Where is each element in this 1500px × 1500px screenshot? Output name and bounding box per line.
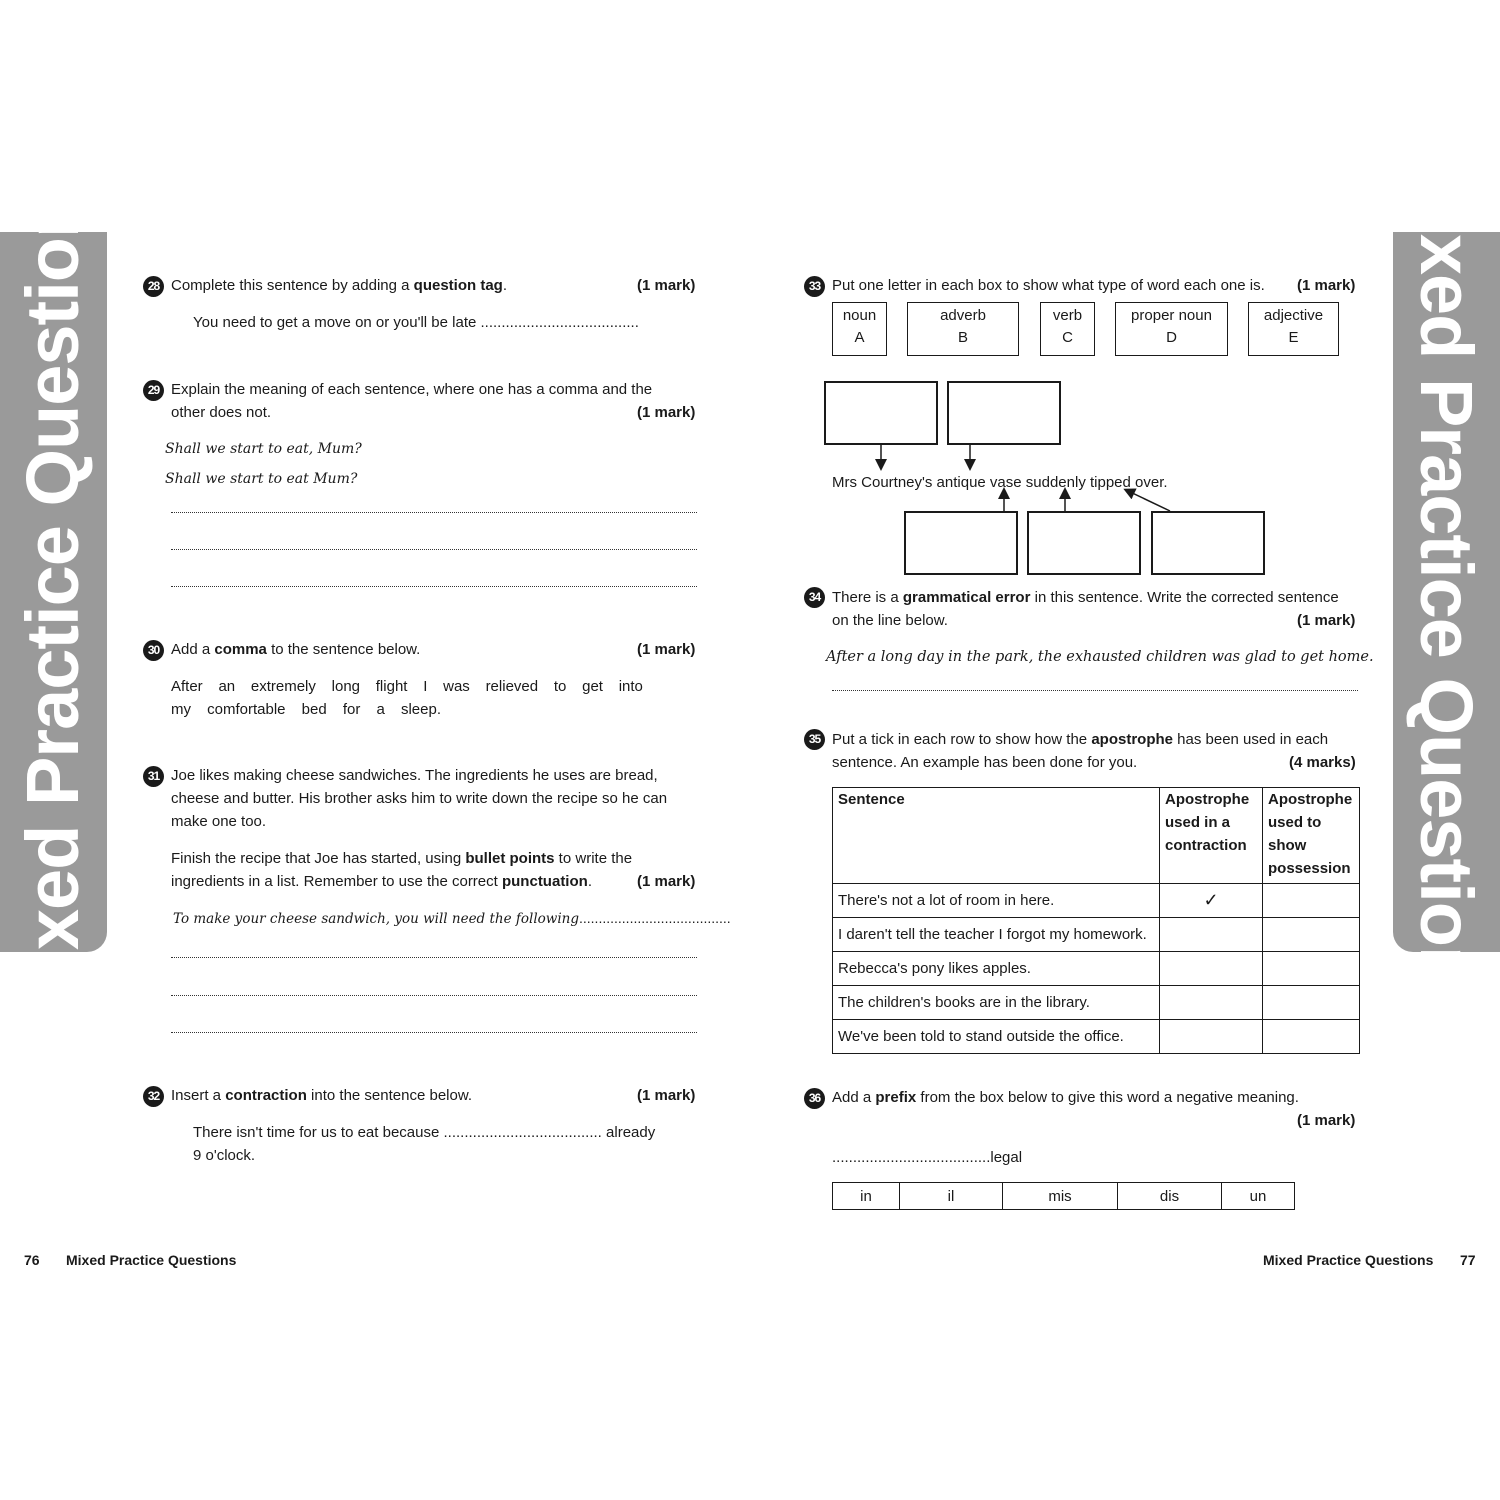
q31-prompt-line-4: Finish the recipe that Joe has started, using bullet points to write the	[171, 850, 633, 867]
q32-prompt: Insert a contraction into the sentence below.	[171, 1087, 473, 1104]
row-possession-cell[interactable]	[1263, 884, 1360, 918]
q31-mark: (1 mark)	[637, 873, 696, 890]
table-header-row	[833, 788, 1360, 884]
q29-handwritten-sentence-2: Shall we start to eat Mum?	[165, 471, 358, 487]
word-type-name: adjective	[1263, 307, 1324, 324]
q30-word: my	[171, 701, 191, 718]
q28-mark: (1 mark)	[637, 277, 696, 294]
q32-sentence-line-1[interactable]: There isn't time for us to eat because ...................................... already	[193, 1124, 656, 1141]
table-row	[833, 884, 1360, 918]
q30-prompt: Add a comma to the sentence below.	[171, 641, 421, 658]
word-type-letter: E	[1288, 329, 1299, 346]
table-row	[833, 952, 1360, 986]
q34-handwritten-sentence: After a long day in the park, the exhausted children was glad to get home.	[826, 649, 1374, 665]
header-contraction: Apostrophe used in a contraction	[1160, 788, 1263, 884]
q29-prompt-line-2: other does not.	[171, 404, 272, 421]
question-number-36: 36	[804, 1088, 825, 1109]
table-row	[833, 986, 1360, 1020]
table-row	[833, 918, 1360, 952]
q30-mark: (1 mark)	[637, 641, 696, 658]
q30-word: relieved	[485, 678, 539, 695]
prefix-box	[832, 1182, 1295, 1210]
q34-mark: (1 mark)	[1297, 612, 1356, 629]
row-possession-cell[interactable]	[1263, 986, 1360, 1020]
prefix-option: dis	[1118, 1183, 1222, 1210]
q28-prompt: Complete this sentence by adding a question tag.	[171, 277, 507, 294]
q30-word: sleep.	[400, 701, 441, 718]
question-number-35: 35	[804, 729, 825, 750]
q30-word: bed	[301, 701, 327, 718]
header-sentence: Sentence	[833, 788, 1160, 884]
q35-mark: (4 marks)	[1289, 754, 1356, 771]
word-type-name: noun	[842, 307, 877, 324]
question-number-30: 30	[143, 640, 164, 661]
q30-word: a	[376, 701, 385, 718]
q30-word: an	[218, 678, 236, 695]
q30-word: into	[618, 678, 643, 695]
row-sentence: There's not a lot of room in here.	[833, 884, 1160, 918]
q33-sentence: Mrs Courtney's antique vase suddenly tipped over.	[832, 474, 1168, 491]
q35-prompt-line-1: Put a tick in each row to show how the apostrophe has been used in each	[832, 731, 1329, 748]
header-possession: Apostrophe used to show possession	[1263, 788, 1360, 884]
q31-prompt-line-2: cheese and butter. His brother asks him to write down the recipe so he can	[171, 790, 668, 807]
q36-prompt: Add a prefix from the box below to give this word a negative meaning.	[832, 1089, 1299, 1106]
q30-word: was	[443, 678, 470, 695]
row-sentence: We've been told to stand outside the office.	[833, 1020, 1160, 1054]
question-number-34: 34	[804, 587, 825, 608]
question-number-29: 29	[143, 380, 164, 401]
word-type-letter: B	[957, 329, 968, 346]
right-page-number: 77	[1460, 1252, 1476, 1268]
q29-handwritten-sentence-1: Shall we start to eat, Mum?	[165, 441, 362, 457]
row-contraction-cell[interactable]	[1160, 986, 1263, 1020]
word-type-letter: C	[1062, 329, 1073, 346]
word-type-name: proper noun	[1131, 307, 1212, 324]
q33-prompt: Put one letter in each box to show what type of word each one is.	[832, 277, 1265, 294]
q32-mark: (1 mark)	[637, 1087, 696, 1104]
word-type-letter: A	[854, 329, 865, 346]
row-contraction-cell[interactable]: ✓	[1160, 884, 1263, 918]
row-sentence: Rebecca's pony likes apples.	[833, 952, 1160, 986]
question-number-33: 33	[804, 276, 825, 297]
q35-prompt-line-2: sentence. An example has been done for you.	[832, 754, 1138, 771]
left-side-tab-text: Mixed Practice Questions	[11, 153, 94, 1031]
q30-word: for	[342, 701, 361, 718]
prefix-option: il	[900, 1183, 1003, 1210]
q33-mark: (1 mark)	[1297, 277, 1356, 294]
q36-mark: (1 mark)	[1297, 1112, 1356, 1129]
row-sentence: The children's books are in the library.	[833, 986, 1160, 1020]
row-sentence: I daren't tell the teacher I forgot my homework.	[833, 918, 1160, 952]
q29-mark: (1 mark)	[637, 404, 696, 421]
row-contraction-cell[interactable]	[1160, 952, 1263, 986]
q30-word: long	[331, 678, 361, 695]
word-type-name: verb	[1052, 307, 1083, 324]
q30-word: extremely	[250, 678, 316, 695]
word-type-name: adverb	[940, 307, 986, 324]
q34-prompt-line-2: on the line below.	[832, 612, 948, 629]
row-possession-cell[interactable]	[1263, 918, 1360, 952]
q31-prompt-line-3: make one too.	[171, 813, 267, 830]
row-contraction-cell[interactable]	[1160, 918, 1263, 952]
q30-word: get	[582, 678, 603, 695]
right-side-tab-text: Mixed Practice Questions	[1405, 153, 1488, 1031]
q31-prompt-line-1: Joe likes making cheese sandwiches. The ingredients he uses are bread,	[171, 767, 658, 784]
left-page-number: 76	[24, 1252, 40, 1268]
question-number-31: 31	[143, 766, 164, 787]
question-number-32: 32	[143, 1086, 164, 1107]
q36-word[interactable]: ......................................legal	[832, 1149, 1023, 1166]
row-possession-cell[interactable]	[1263, 952, 1360, 986]
q30-word: I	[423, 678, 428, 695]
q32-sentence-line-2: 9 o'clock.	[193, 1147, 256, 1164]
q30-word: After	[171, 678, 203, 695]
row-contraction-cell[interactable]	[1160, 1020, 1263, 1054]
word-type-letter: D	[1166, 329, 1177, 346]
apostrophe-table	[832, 787, 1360, 1054]
table-row	[833, 1020, 1360, 1054]
q31-handwritten-start: To make your cheese sandwich, you will need the following.......................................	[173, 910, 731, 927]
prefix-option: in	[833, 1183, 900, 1210]
q34-answer-line[interactable]	[832, 690, 1358, 691]
q30-word: to	[553, 678, 567, 695]
q30-word: comfortable	[207, 701, 286, 718]
q34-prompt-line-1: There is a grammatical error in this sentence. Write the corrected sentence	[832, 589, 1339, 606]
question-number-28: 28	[143, 276, 164, 297]
row-possession-cell[interactable]	[1263, 1020, 1360, 1054]
q31-prompt-line-5: ingredients in a list. Remember to use the correct punctuation.	[171, 873, 592, 890]
left-footer-title: Mixed Practice Questions	[66, 1252, 237, 1268]
q29-prompt-line-1: Explain the meaning of each sentence, where one has a comma and the	[171, 381, 653, 398]
q28-sentence[interactable]: You need to get a move on or you'll be late ......................................	[193, 314, 639, 331]
prefix-option: mis	[1003, 1183, 1118, 1210]
q30-word: flight	[375, 678, 408, 695]
prefix-option: un	[1222, 1183, 1295, 1210]
right-footer-title: Mixed Practice Questions	[1263, 1252, 1434, 1268]
